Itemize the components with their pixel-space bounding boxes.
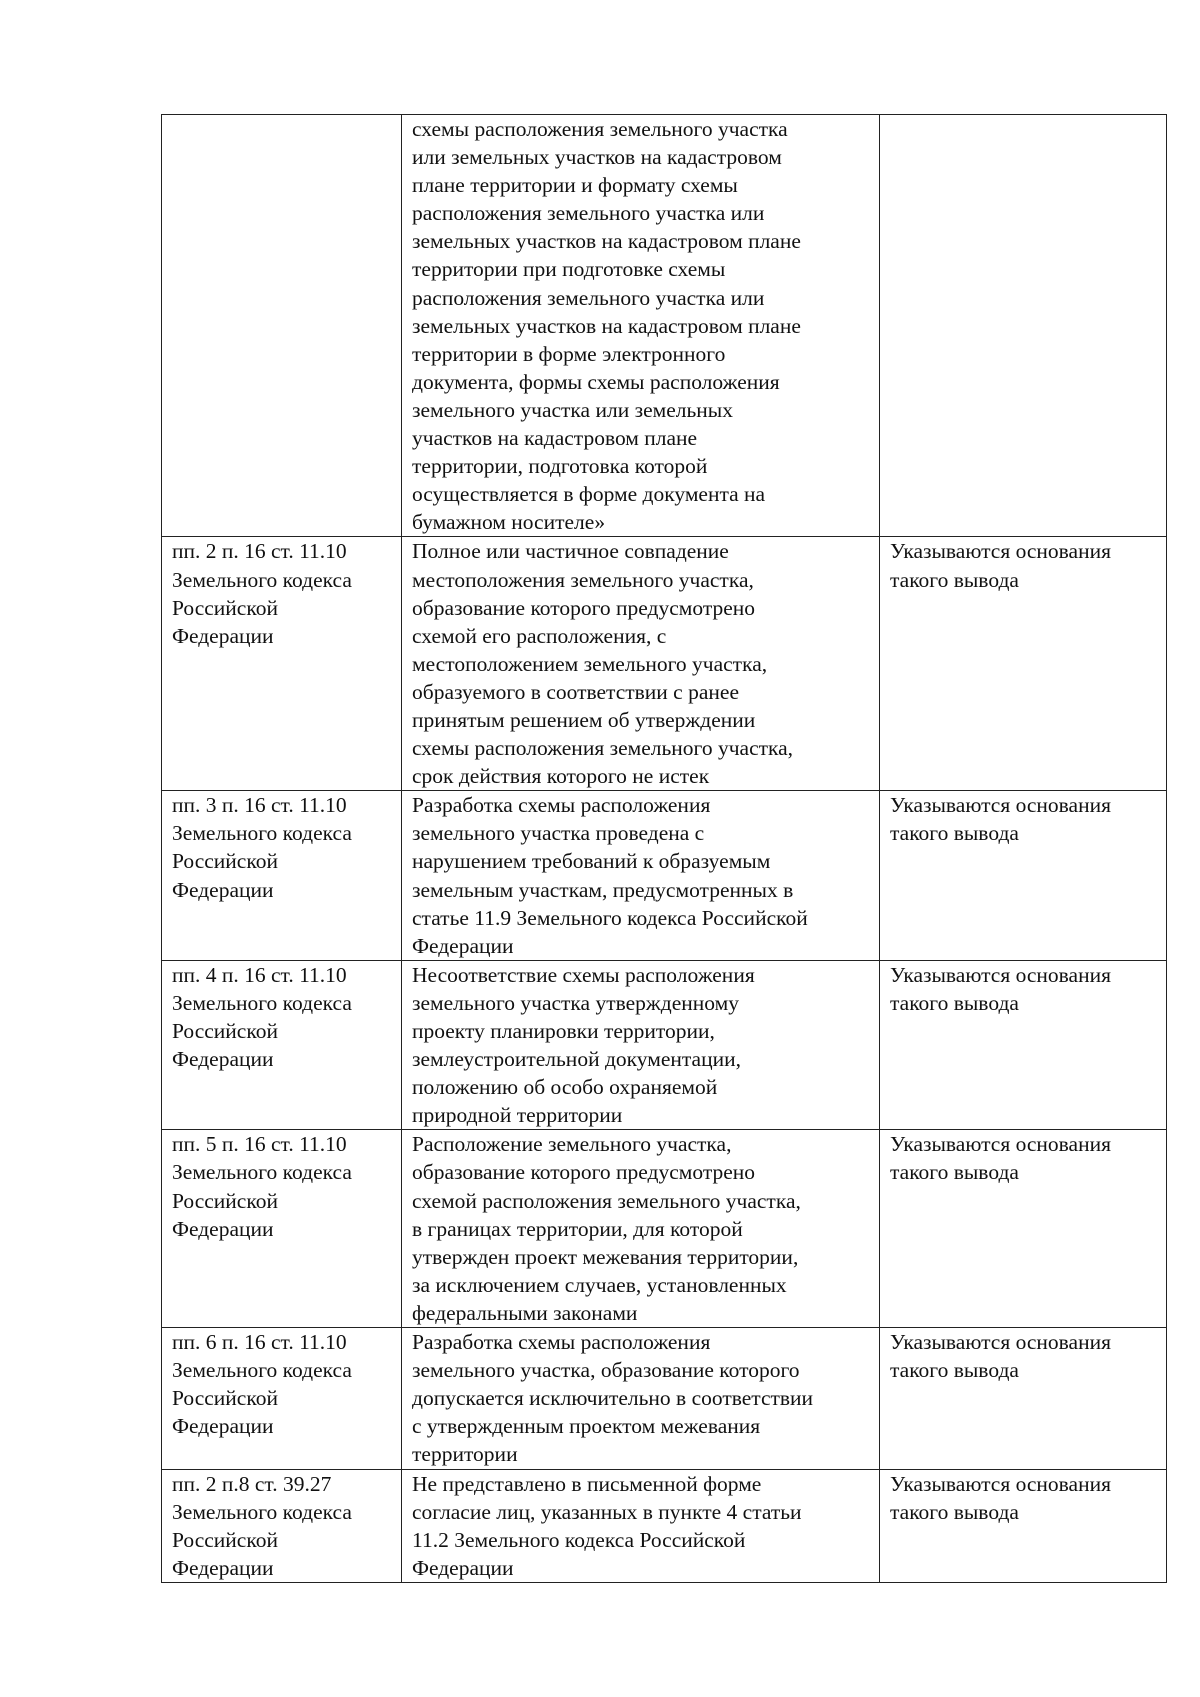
reason-cell: Разработка схемы расположения земельного участка, образование которого допускается исключительно в соответствии с утвержденным проектом межевания территории [402, 1328, 880, 1469]
reason-cell: Несоответствие схемы расположения земельного участка утвержденному проекту планировки территории, землеустроительной документации, положению об особо охраняемой природной территории [402, 960, 880, 1130]
basis-cell: пп. 2 п. 16 ст. 11.10 Земельного кодекса Российской Федерации [162, 537, 402, 791]
explanation-cell: Указываются основания такого вывода [880, 537, 1167, 791]
basis-cell: пп. 6 п. 16 ст. 11.10 Земельного кодекса Российской Федерации [162, 1328, 402, 1469]
table-row [162, 115, 1167, 537]
table-row [162, 1469, 1167, 1582]
grounds-table [161, 114, 1167, 1583]
basis-cell: пп. 4 п. 16 ст. 11.10 Земельного кодекса Российской Федерации [162, 960, 402, 1130]
explanation-cell: Указываются основания такого вывода [880, 960, 1167, 1130]
explanation-cell: Указываются основания такого вывода [880, 1469, 1167, 1582]
reason-cell: Разработка схемы расположения земельного участка проведена с нарушением требований к образуемым земельным участкам, предусмотренных в статье 11.9 Земельного кодекса Российской Федерации [402, 791, 880, 961]
reason-cell: Полное или частичное совпадение местоположения земельного участка, образование которого предусмотрено схемой его расположения, с местоположением земельного участка, образуемого в соответствии с ранее принятым решением об утверждении схемы расположения земельного участка, срок действия которого не истек [402, 537, 880, 791]
explanation-cell: Указываются основания такого вывода [880, 791, 1167, 961]
basis-cell [162, 115, 402, 537]
explanation-cell [880, 115, 1167, 537]
table-row [162, 791, 1167, 961]
table-row [162, 1130, 1167, 1328]
reason-cell: Расположение земельного участка, образование которого предусмотрено схемой расположения земельного участка, в границах территории, для которой утвержден проект межевания территории, за исключением случаев, установленных федеральными законами [402, 1130, 880, 1328]
table-row [162, 537, 1167, 791]
reason-cell: схемы расположения земельного участка или земельных участков на кадастровом плане территории и формату схемы расположения земельного участка или земельных участков на кадастровом плане территории при подготовке схемы расположения земельного участка или земельных участков на кадастровом плане территории в форме электронного документа, формы схемы расположения земельного участка или земельных участков на кадастровом плане территории, подготовка которой осуществляется в форме документа на бумажном носителе» [402, 115, 880, 537]
basis-cell: пп. 3 п. 16 ст. 11.10 Земельного кодекса Российской Федерации [162, 791, 402, 961]
explanation-cell: Указываются основания такого вывода [880, 1328, 1167, 1469]
explanation-cell: Указываются основания такого вывода [880, 1130, 1167, 1328]
table-row [162, 1328, 1167, 1469]
table-row [162, 960, 1167, 1130]
reason-cell: Не представлено в письменной форме согласие лиц, указанных в пункте 4 статьи 11.2 Земельного кодекса Российской Федерации [402, 1469, 880, 1582]
basis-cell: пп. 5 п. 16 ст. 11.10 Земельного кодекса Российской Федерации [162, 1130, 402, 1328]
basis-cell: пп. 2 п.8 ст. 39.27 Земельного кодекса Российской Федерации [162, 1469, 402, 1582]
